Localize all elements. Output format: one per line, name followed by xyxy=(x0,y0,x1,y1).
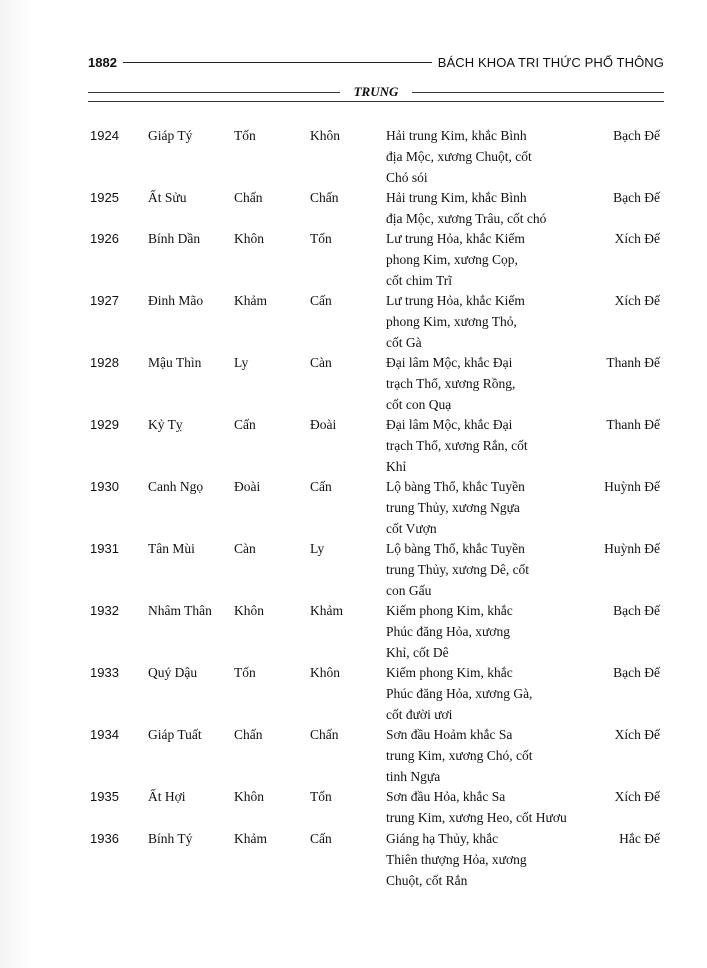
de-cell: Bạch Đế xyxy=(613,665,660,680)
de-cell: Xích Đế xyxy=(614,293,660,308)
cung-phi-cell: Tốn xyxy=(310,789,332,804)
description-line: Kiếm phong Kim, khắc xyxy=(386,665,513,680)
description-line: cốt Gà xyxy=(386,335,422,350)
cung-menh-cell: Cấn xyxy=(234,417,256,432)
year-cell: 1933 xyxy=(90,665,119,680)
de-cell: Thanh Đế xyxy=(606,417,660,432)
canchi-cell: Tân Mùi xyxy=(148,541,195,556)
description-line: Chó sói xyxy=(386,170,428,185)
cung-menh-cell: Khảm xyxy=(234,293,267,308)
page-edge xyxy=(0,0,34,968)
ngu-hanh-description xyxy=(386,228,601,291)
cung-menh-cell: Chấn xyxy=(234,190,263,205)
running-header xyxy=(88,52,664,72)
description-line: Sơn đầu Hoảm khắc Sa xyxy=(386,727,513,742)
ngu-hanh-description xyxy=(386,600,601,663)
table-row xyxy=(88,786,670,828)
cung-phi-cell: Đoài xyxy=(310,417,337,432)
canchi-cell: Nhâm Thân xyxy=(148,603,212,618)
page-number: 1882 xyxy=(88,54,117,70)
ngu-hanh-description xyxy=(386,187,601,229)
description-line: Khỉ, cốt Dê xyxy=(386,645,449,660)
ngu-hanh-description xyxy=(386,662,601,725)
description-line: trung Kim, xương Chó, cốt xyxy=(386,748,533,763)
ngu-hanh-description xyxy=(386,125,601,188)
description-line: cốt con Quạ xyxy=(386,397,452,412)
year-cell: 1934 xyxy=(90,727,119,742)
year-cell: 1931 xyxy=(90,541,119,556)
table-row xyxy=(88,600,670,663)
table-row xyxy=(88,538,670,601)
table-row xyxy=(88,352,670,415)
table-row xyxy=(88,228,670,291)
section-rule-left xyxy=(88,92,340,93)
description-line: cốt chim Trĩ xyxy=(386,273,453,288)
de-cell: Thanh Đế xyxy=(606,355,660,370)
year-cell: 1935 xyxy=(90,789,119,804)
de-cell: Huỳnh Đế xyxy=(604,479,660,494)
cung-menh-cell: Ly xyxy=(234,355,249,370)
cung-phi-cell: Chấn xyxy=(310,727,339,742)
ngu-hanh-description xyxy=(386,352,601,415)
description-line: Lư trung Hỏa, khắc Kiếm xyxy=(386,231,525,246)
description-line: con Gấu xyxy=(386,583,432,598)
description-line: Lộ bàng Thổ, khắc Tuyền xyxy=(386,479,525,494)
canchi-cell: Ất Sửu xyxy=(148,190,187,205)
description-line: trung Thủy, xương Ngựa xyxy=(386,500,520,515)
canchi-cell: Canh Ngọ xyxy=(148,479,204,494)
year-cell: 1927 xyxy=(90,293,119,308)
ngu-hanh-description xyxy=(386,724,601,787)
de-cell: Bạch Đế xyxy=(613,603,660,618)
cung-menh-cell: Khôn xyxy=(234,789,264,804)
cung-phi-cell: Khôn xyxy=(310,665,340,680)
description-line: Phúc đăng Hỏa, xương xyxy=(386,624,510,639)
cung-menh-cell: Tốn xyxy=(234,665,256,680)
description-line: trung Thủy, xương Dê, cốt xyxy=(386,562,530,577)
description-line: cốt Vượn xyxy=(386,521,437,536)
table-row xyxy=(88,724,670,787)
canchi-cell: Quý Dậu xyxy=(148,665,198,680)
description-line: Đại lâm Mộc, khắc Đại xyxy=(386,417,513,432)
description-line: trung Kim, xương Heo, cốt Hươu xyxy=(386,810,567,825)
description-line: phong Kim, xương Cọp, xyxy=(386,252,518,267)
cung-phi-cell: Tốn xyxy=(310,231,332,246)
table-row xyxy=(88,187,670,229)
description-line: địa Mộc, xương Trâu, cốt chó xyxy=(386,211,547,226)
description-line: Phúc đăng Hỏa, xương Gà, xyxy=(386,686,533,701)
description-line: Kiếm phong Kim, khắc xyxy=(386,603,513,618)
cung-menh-cell: Khôn xyxy=(234,603,264,618)
de-cell: Bạch Đế xyxy=(613,190,660,205)
cung-phi-cell: Cấn xyxy=(310,831,332,846)
cung-phi-cell: Càn xyxy=(310,355,332,370)
cung-phi-cell: Chấn xyxy=(310,190,339,205)
table-row xyxy=(88,290,670,353)
header-rule xyxy=(123,62,432,63)
year-cell: 1929 xyxy=(90,417,119,432)
description-line: Hải trung Kim, khắc Bình xyxy=(386,128,527,143)
year-cell: 1928 xyxy=(90,355,119,370)
table-row xyxy=(88,476,670,539)
canchi-cell: Bính Tý xyxy=(148,831,193,846)
de-cell: Xích Đế xyxy=(614,727,660,742)
de-cell: Huỳnh Đế xyxy=(604,541,660,556)
year-cell: 1926 xyxy=(90,231,119,246)
year-cell: 1932 xyxy=(90,603,119,618)
description-line: Khỉ xyxy=(386,459,407,474)
table-row xyxy=(88,662,670,725)
description-line: địa Mộc, xương Chuột, cốt xyxy=(386,149,532,164)
description-line: trạch Thổ, xương Rồng, xyxy=(386,376,516,391)
cung-menh-cell: Khôn xyxy=(234,231,264,246)
ngu-hanh-description xyxy=(386,414,601,477)
cung-menh-cell: Tốn xyxy=(234,128,256,143)
description-line: Sơn đầu Hỏa, khắc Sa xyxy=(386,789,506,804)
cung-phi-cell: Khôn xyxy=(310,128,340,143)
cung-menh-cell: Chấn xyxy=(234,727,263,742)
cung-phi-cell: Khảm xyxy=(310,603,343,618)
section-rule-right xyxy=(412,92,664,93)
ngu-hanh-description xyxy=(386,538,601,601)
cung-phi-cell: Cấn xyxy=(310,293,332,308)
book-title: BÁCH KHOA TRI THỨC PHỔ THÔNG xyxy=(437,54,664,70)
section-heading xyxy=(88,82,664,102)
description-line: Thiên thượng Hỏa, xương xyxy=(386,852,527,867)
ngu-hanh-description xyxy=(386,290,601,353)
cung-phi-cell: Ly xyxy=(310,541,325,556)
table-row xyxy=(88,125,670,188)
description-line: Đại lâm Mộc, khắc Đại xyxy=(386,355,513,370)
description-line: cốt đười ươi xyxy=(386,707,453,722)
canchi-cell: Giáp Tý xyxy=(148,128,193,143)
table-row xyxy=(88,414,670,477)
table-row xyxy=(88,828,670,891)
section-underline xyxy=(88,101,664,102)
cung-menh-cell: Đoài xyxy=(234,479,261,494)
year-cell: 1936 xyxy=(90,831,119,846)
cung-phi-cell: Cấn xyxy=(310,479,332,494)
description-line: phong Kim, xương Thỏ, xyxy=(386,314,517,329)
canchi-cell: Giáp Tuất xyxy=(148,727,202,742)
de-cell: Hắc Đế xyxy=(619,831,660,846)
cung-menh-cell: Khảm xyxy=(234,831,267,846)
year-cell: 1930 xyxy=(90,479,119,494)
description-line: tinh Ngựa xyxy=(386,769,441,784)
canchi-cell: Đinh Mão xyxy=(148,293,204,308)
de-cell: Bạch Đế xyxy=(613,128,660,143)
cung-menh-cell: Càn xyxy=(234,541,256,556)
canchi-cell: Bính Dần xyxy=(148,231,201,246)
canchi-cell: Ất Hợi xyxy=(148,789,186,804)
ngu-hanh-description xyxy=(386,828,601,891)
ngu-hanh-description xyxy=(386,476,601,539)
section-title: TRUNG xyxy=(353,84,399,99)
ngu-hanh-description xyxy=(386,786,601,828)
description-line: Hải trung Kim, khắc Bình xyxy=(386,190,527,205)
year-cell: 1924 xyxy=(90,128,119,143)
description-line: Lư trung Hỏa, khắc Kiếm xyxy=(386,293,525,308)
year-cell: 1925 xyxy=(90,190,119,205)
description-line: Chuột, cốt Rắn xyxy=(386,873,468,888)
canchi-cell: Mậu Thìn xyxy=(148,355,202,370)
description-line: Lộ bàng Thổ, khắc Tuyền xyxy=(386,541,525,556)
de-cell: Xích Đế xyxy=(614,231,660,246)
canchi-cell: Kỷ Tỵ xyxy=(148,417,183,432)
description-line: trạch Thổ, xương Rắn, cốt xyxy=(386,438,528,453)
de-cell: Xích Đế xyxy=(614,789,660,804)
description-line: Giáng hạ Thủy, khắc xyxy=(386,831,499,846)
